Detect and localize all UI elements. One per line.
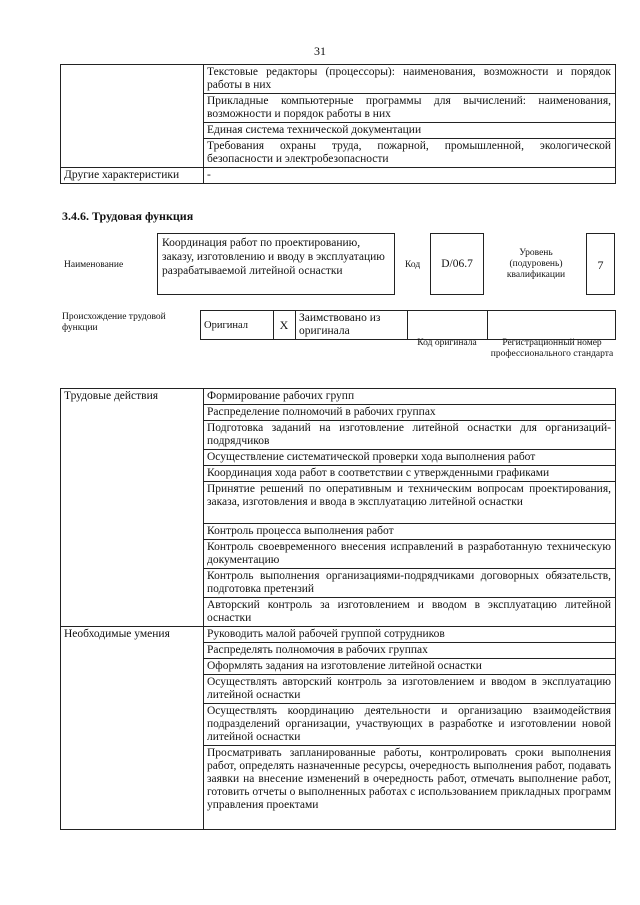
skill-item: Осуществлять координацию деятельности и организацию взаимодействия подразделений организации, участвующих в разработке и изготовлении новой литейной оснастки bbox=[204, 704, 616, 746]
knowledge-item: Единая система технической документации bbox=[204, 123, 616, 139]
function-name: Координация работ по проектированию, заказу, изготовлению и вводу в эксплуатацию разрабатываемой литейной оснастки bbox=[162, 237, 385, 277]
original-code-cell bbox=[408, 311, 488, 340]
qualification-level: 7 bbox=[597, 258, 604, 272]
table-row bbox=[61, 65, 616, 94]
labor-action-item: Формирование рабочих групп bbox=[204, 389, 616, 405]
labor-action-item: Авторский контроль за изготовлением и вводом в эксплуатацию литейной оснастки bbox=[204, 598, 616, 627]
skills-label: Необходимые умения bbox=[61, 627, 204, 830]
original-mark: X bbox=[274, 311, 296, 340]
function-name-box bbox=[157, 233, 395, 295]
labor-action-item: Контроль процесса выполнения работ bbox=[204, 524, 616, 540]
knowledge-item: Прикладные компьютерные программы для вычислений: наименования, возможности и порядок работы в них bbox=[204, 94, 616, 123]
borrowed-label: Заимствовано из оригинала bbox=[296, 311, 408, 340]
other-characteristics-label: Другие характеристики bbox=[61, 168, 204, 184]
original-code-caption: Код оригинала bbox=[417, 338, 477, 348]
origin-table bbox=[200, 310, 616, 340]
qualification-level-box bbox=[586, 233, 615, 295]
knowledge-item: Требования охраны труда, пожарной, промышленной, экологической безопасности и электробезопасности bbox=[204, 139, 616, 168]
empty-label-cell bbox=[61, 65, 204, 168]
skill-item: Просматривать запланированные работы, контролировать сроки выполнения работ, определять назначенные ресурсы, очередность выполнения работ, подавать заявки на внесение изменений в очередность работ, отмечать выполнение работ, готовить отчеты о выполненных работах с использованием прикладных программ управления проектами bbox=[204, 746, 616, 830]
table-row bbox=[61, 168, 616, 184]
registration-number-caption: Регистрационный номер профессионального стандарта bbox=[490, 338, 614, 359]
table-row bbox=[61, 389, 616, 405]
labor-action-item: Контроль выполнения организациями-подрядчиками договорных обязательств, подготовка претензий bbox=[204, 569, 616, 598]
function-code: D/06.7 bbox=[441, 258, 473, 270]
table-row bbox=[201, 311, 616, 340]
name-label: Наименование bbox=[64, 260, 124, 270]
registration-number-cell bbox=[488, 311, 616, 340]
page-number: 31 bbox=[314, 44, 326, 58]
skill-item: Оформлять задания на изготовление литейной оснастки bbox=[204, 659, 616, 675]
labor-actions-label: Трудовые действия bbox=[61, 389, 204, 627]
labor-action-item: Осуществление систематической проверки хода выполнения работ bbox=[204, 450, 616, 466]
skill-item: Осуществлять авторский контроль за изготовлением и вводом в эксплуатацию литейной оснастки bbox=[204, 675, 616, 704]
table-row bbox=[61, 627, 616, 643]
labor-action-item: Принятие решений по оперативным и техническим вопросам проектирования, заказа, изготовления и ввода в эксплуатацию литейной оснастки bbox=[204, 482, 616, 524]
origin-label: Происхождение трудовой функции bbox=[62, 312, 166, 333]
qualification-level-label: Уровень (подуровень) квалификации bbox=[506, 248, 566, 280]
code-label: Код bbox=[405, 260, 421, 270]
labor-action-item: Подготовка заданий на изготовление литейной оснастки для организаций-подрядчиков bbox=[204, 421, 616, 450]
original-label: Оригинал bbox=[201, 311, 274, 340]
section-title: 3.4.6. Трудовая функция bbox=[62, 209, 194, 223]
function-code-box bbox=[430, 233, 484, 295]
skill-item: Руководить малой рабочей группой сотрудников bbox=[204, 627, 616, 643]
knowledge-item: Текстовые редакторы (процессоры): наименования, возможности и порядок работы в них bbox=[204, 65, 616, 94]
labor-action-item: Распределение полномочий в рабочих группах bbox=[204, 405, 616, 421]
knowledge-table bbox=[60, 64, 616, 184]
other-characteristics-value: - bbox=[204, 168, 616, 184]
actions-skills-table bbox=[60, 388, 616, 830]
labor-action-item: Координация хода работ в соответствии с утвержденными графиками bbox=[204, 466, 616, 482]
labor-action-item: Контроль своевременного внесения исправлений в разработанную техническую документацию bbox=[204, 540, 616, 569]
skill-item: Распределять полномочия в рабочих группах bbox=[204, 643, 616, 659]
